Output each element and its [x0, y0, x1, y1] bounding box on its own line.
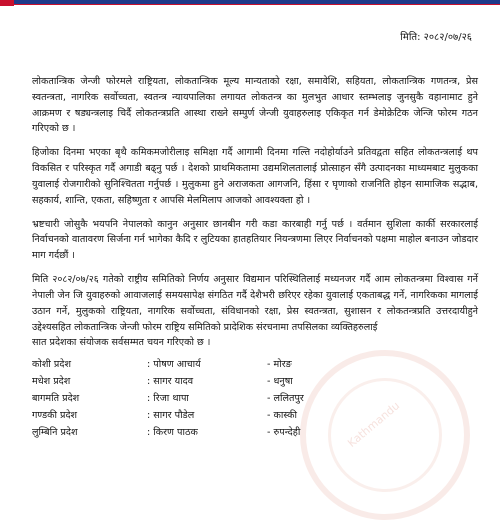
province-name: गण्डकी प्रदेश	[32, 410, 78, 422]
coordinator-name: : पोषण आचार्य	[147, 359, 201, 371]
paragraph-decision: मिति २०८२/०७/२६ गतेको राष्ट्रीय समितिको निर्णय अनुसार विद्यमान परिस्थितिलाई मध्यनजर गर्दै आम लोकतन्त्रमा विश्वास गर्ने नेपाली जेन जि युवाहरुको आवाजलाई समयसापेक्ष संगठित गर्दै देशैभरी छरिएर रहेका युवालाई एकताबद्ध गर्ने, नागरिकका मागलाई उठान गर्ने, मुलुकको राष्ट्रियता, नागरिक सर्वोच्चता, संविधानको रक्षा, प्रेस स्वतन्त्रता, सुशासन र लोकतन्त्रप्रति उत्तरदायीहुने उद्देश्यसहित लोकतान्त्रिक जेन्जी फोरम राष्ट्रिय समितिको प्रादेशिक संरचनामा तपसिलका व्यक्तिहरुलाई	[32, 274, 478, 333]
district-name: - धनुषा	[267, 376, 293, 388]
district-name: - मोरङ	[267, 359, 292, 371]
paragraph-priorities: हिजोका दिनमा भएका बृथै कमिकमजोरीलाइ समिक्षा गर्दै आगामी दिनमा गल्ति नदोहोर्याउने प्रतिवद्वता सहित लोकतन्त्रलाई थप विकसित र परिस्कृत गर्दै अगाडी बढ्नु पर्छ । देशको प्राथमिकतामा उद्यमशिलतालाई प्रोत्साहन सँगै उत्पादनका माध्यमबाट मुलुकका युवालाई रोजगारीको सुनिश्चितता गर्नुपर्छ । मुलुकमा हुने अराजकता आगजनि, हिंसा र घृणाको राजनिति होइन सामाजिक सद्भाब, सहकार्य, शान्ति, एकता, सहिष्णुता र आपसि मेलमिलाप आजको आवश्यक्ता हो ।	[32, 147, 478, 206]
province-name: लुम्बिनि प्रदेश	[32, 427, 78, 439]
letterhead-red-strip	[0, 0, 14, 6]
paragraph-corruption: भ्रष्टचारी जोसुकै भयपनि नेपालको कानुन अनुसार छानबीन गरी कडा कारबाही गर्नु पर्छ । वर्तमान सुशिला कार्की सरकारलाई निर्वाचनको वातावरण सिर्जना गर्न भागेका कैदि र लुटियका हातहतियार नियन्त्रणमा लिएर निर्वाचनको पक्षमा माहोल बनाउन जोडदार माग गर्दछौं ।	[32, 218, 478, 262]
district-name: - कास्की	[267, 410, 297, 422]
district-name: - ललितपुर	[267, 393, 304, 405]
province-name: मधेश प्रदेश	[32, 376, 71, 388]
coordinator-name: : सागर पौडेल	[147, 410, 195, 422]
province-coordinator-table	[32, 355, 367, 440]
table-row	[32, 389, 367, 406]
province-list-intro: सात प्रदेशका संयोजक सर्वसम्मत चयन गरिएको छ ।	[32, 337, 211, 349]
district-name: - रुपन्देही	[267, 427, 301, 439]
letterhead-band	[0, 0, 500, 6]
table-row	[32, 372, 367, 389]
document-body	[32, 74, 478, 440]
coordinator-name: : रिजा थापा	[147, 393, 189, 405]
document-date: मिति: २०८२/०७/२६	[400, 32, 472, 43]
letterhead-red-line	[14, 4, 500, 5]
table-row	[32, 423, 367, 440]
coordinator-name: : सागर यादव	[147, 376, 194, 388]
paragraph-intro: लोकतान्त्रिक जेन्जी फोरमले राष्ट्रियता, लोकतान्त्रिक मूल्य मान्यताको रक्षा, समावेशि, सहियता, लोकतान्त्रिक गणतन्त्र, प्रेस स्वतन्त्रता, नागरिक सर्वोच्चता, स्वतन्त्र न्यायपालिका लगायत लोकतन्त्र का मुलभुत आधार स्तम्भलाइ जुनसुकै वहानामाट हुने आक्रमण र षड्यन्त्रलाइ चिर्दै लोकतन्त्रप्रति आस्था राख्ने सम्पुर्ण जेन्जी युवाहरुलाइ एकिकृत गर्न डेमोक्रेटिक जेन्जि फोरम गठन गरिएको छ ।	[32, 76, 478, 135]
province-name: बागमति प्रदेश	[32, 393, 80, 405]
table-row	[32, 406, 367, 423]
coordinator-name: : किरण पाठक	[147, 427, 198, 439]
seal-watermark-text: Kathmandu	[345, 399, 403, 450]
province-name: कोशी प्रदेश	[32, 359, 71, 371]
table-row	[32, 355, 367, 372]
